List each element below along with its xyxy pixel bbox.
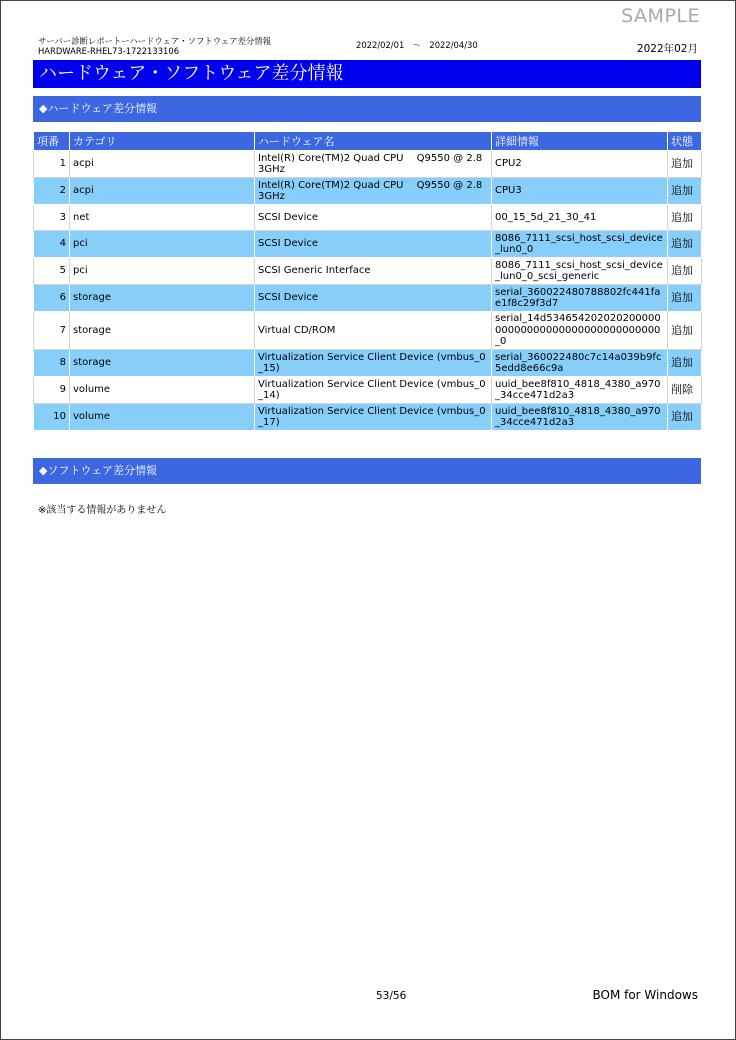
row-detail: CPU2 xyxy=(492,151,668,178)
row-category: net xyxy=(70,205,255,231)
report-header xyxy=(38,36,271,56)
row-no: 9 xyxy=(34,377,70,404)
table-row xyxy=(34,404,702,431)
row-detail: 00_15_5d_21_30_41 xyxy=(492,205,668,231)
row-detail: uuid_bee8f810_4818_4380_a970_34cce471d2a3 xyxy=(492,377,668,404)
row-status: 追加 xyxy=(668,151,702,178)
sample-watermark: SAMPLE xyxy=(621,5,700,27)
row-no: 5 xyxy=(34,258,70,285)
row-category: storage xyxy=(70,285,255,312)
row-hardware-name: SCSI Generic Interface xyxy=(255,258,492,285)
table-row xyxy=(34,231,702,258)
row-detail: serial_14d53465420202020000000000000000000000000000000_0 xyxy=(492,312,668,350)
row-category: volume xyxy=(70,404,255,431)
row-detail: 8086_7111_scsi_host_scsi_device_lun0_0 xyxy=(492,231,668,258)
row-no: 6 xyxy=(34,285,70,312)
table-row xyxy=(34,151,702,178)
row-no: 8 xyxy=(34,350,70,377)
table-row xyxy=(34,285,702,312)
column-header-no: 項番 xyxy=(34,132,70,151)
row-status: 追加 xyxy=(668,178,702,205)
row-hardware-name: Intel(R) Core(TM)2 Quad CPU Q9550 @ 2.83GHz xyxy=(255,151,492,178)
row-category: storage xyxy=(70,312,255,350)
table-row xyxy=(34,258,702,285)
software-section-title: ◆ソフトウェア差分情報 xyxy=(33,458,701,484)
column-header-detail: 詳細情報 xyxy=(492,132,668,151)
row-no: 4 xyxy=(34,231,70,258)
row-status: 追加 xyxy=(668,404,702,431)
row-status: 追加 xyxy=(668,258,702,285)
row-no: 7 xyxy=(34,312,70,350)
row-category: pci xyxy=(70,231,255,258)
report-month: 2022年02月 xyxy=(636,43,698,55)
report-id: HARDWARE-RHEL73-1722133106 xyxy=(38,46,180,56)
page-title: ハードウェア・ソフトウェア差分情報 xyxy=(33,60,701,88)
row-hardware-name: Virtual CD/ROM xyxy=(255,312,492,350)
row-status: 追加 xyxy=(668,205,702,231)
row-category: storage xyxy=(70,350,255,377)
row-category: volume xyxy=(70,377,255,404)
row-hardware-name: SCSI Device xyxy=(255,205,492,231)
table-row xyxy=(34,377,702,404)
hardware-section-title: ◆ハードウェア差分情報 xyxy=(33,96,701,122)
row-hardware-name: Intel(R) Core(TM)2 Quad CPU Q9550 @ 2.83GHz xyxy=(255,178,492,205)
page-number: 53/56 xyxy=(376,990,407,1002)
report-period: 2022/02/01 ～ 2022/04/30 xyxy=(356,40,478,50)
row-status: 追加 xyxy=(668,312,702,350)
row-detail: CPU3 xyxy=(492,178,668,205)
table-row xyxy=(34,350,702,377)
row-category: pci xyxy=(70,258,255,285)
brand-label: BOM for Windows xyxy=(592,988,698,1002)
row-category: acpi xyxy=(70,178,255,205)
row-no: 1 xyxy=(34,151,70,178)
row-no: 2 xyxy=(34,178,70,205)
no-info-message: ※該当する情報がありません xyxy=(38,505,167,516)
row-hardware-name: Virtualization Service Client Device (vmbus_0_15) xyxy=(255,350,492,377)
row-no: 10 xyxy=(34,404,70,431)
table-row xyxy=(34,178,702,205)
hardware-diff-table xyxy=(33,131,702,431)
table-row xyxy=(34,205,702,231)
report-title: サーバー診断レポートーハードウェア・ソフトウェア差分情報 xyxy=(38,36,271,46)
row-hardware-name: Virtualization Service Client Device (vmbus_0_17) xyxy=(255,404,492,431)
row-status: 追加 xyxy=(668,350,702,377)
column-header-hardware-name: ハードウェア名 xyxy=(255,132,492,151)
row-no: 3 xyxy=(34,205,70,231)
row-hardware-name: SCSI Device xyxy=(255,285,492,312)
row-hardware-name: Virtualization Service Client Device (vmbus_0_14) xyxy=(255,377,492,404)
row-detail: serial_360022480788802fc441fae1f8c29f3d7 xyxy=(492,285,668,312)
row-detail: 8086_7111_scsi_host_scsi_device_lun0_0_scsi_generic xyxy=(492,258,668,285)
row-status: 追加 xyxy=(668,285,702,312)
row-detail: uuid_bee8f810_4818_4380_a970_34cce471d2a3 xyxy=(492,404,668,431)
column-header-category: カテゴリ xyxy=(70,132,255,151)
row-status: 削除 xyxy=(668,377,702,404)
table-row xyxy=(34,312,702,350)
table-header-row xyxy=(34,132,702,151)
row-hardware-name: SCSI Device xyxy=(255,231,492,258)
column-header-status: 状態 xyxy=(668,132,702,151)
row-status: 追加 xyxy=(668,231,702,258)
row-detail: serial_360022480c7c14a039b9fc5edd8e66c9a xyxy=(492,350,668,377)
row-category: acpi xyxy=(70,151,255,178)
